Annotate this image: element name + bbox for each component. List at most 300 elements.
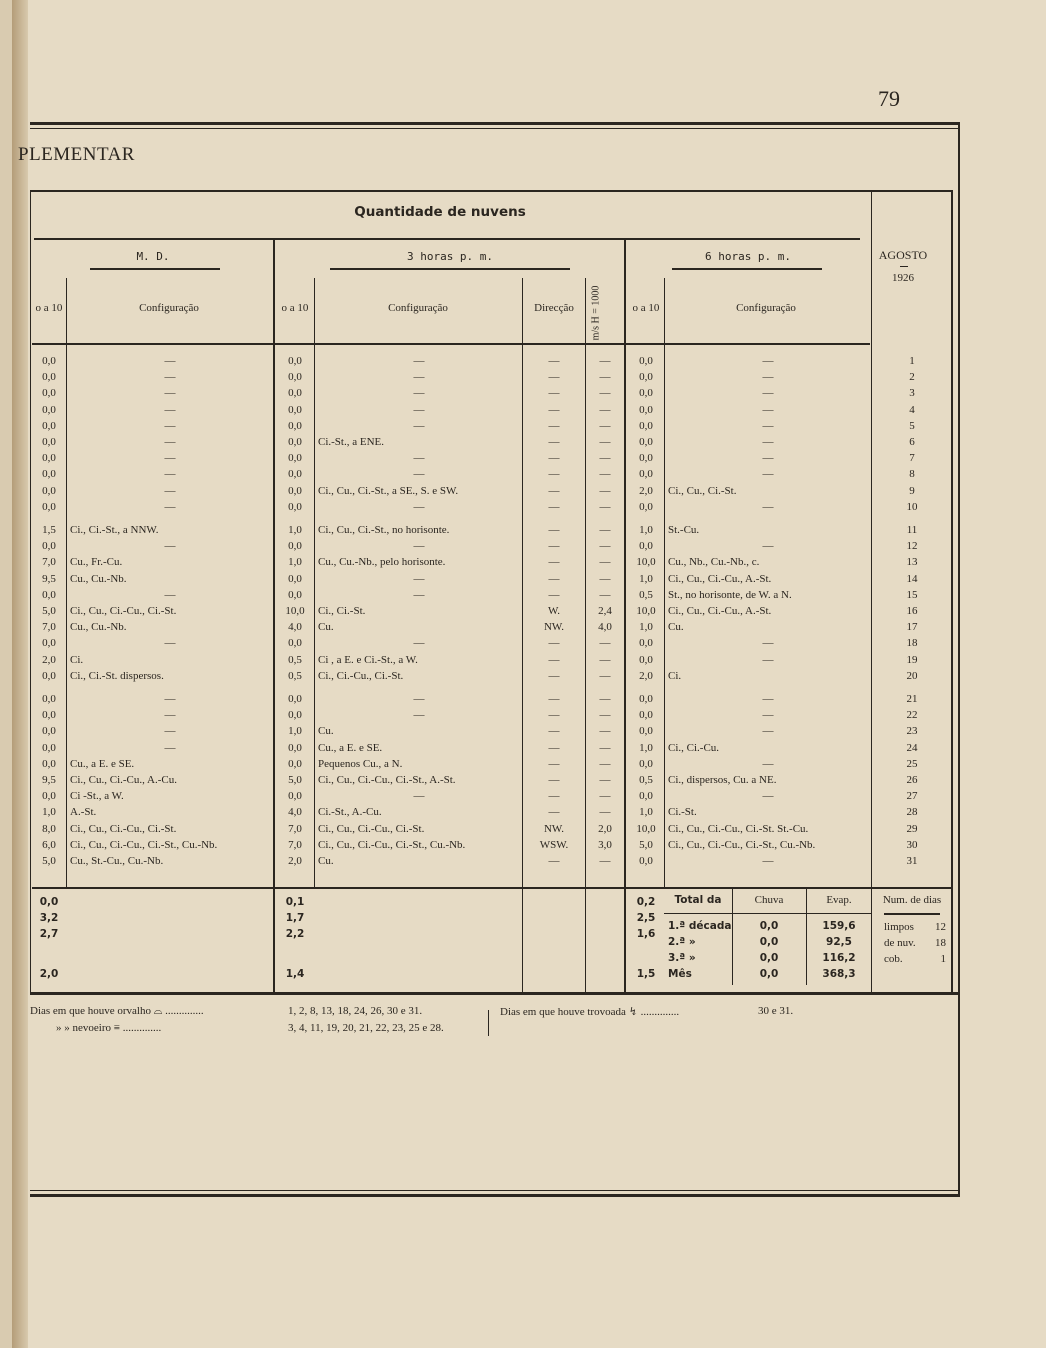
cell-day: 6 (909, 436, 915, 448)
cell-md-c: — (164, 500, 176, 513)
cell-h6-q: 1,0 (639, 741, 653, 754)
cell-h6-q: 2,0 (639, 669, 653, 682)
cell-md-c: — (164, 355, 176, 367)
cell-h6-c: — (762, 790, 774, 803)
cell-h6-c: Ci., Cu., Ci.-Cu., Ci.-St., Cu.-Nb. (668, 838, 816, 851)
cell-dir: — (548, 452, 560, 465)
summary-md-value: 0,0 (39, 896, 59, 908)
cell-md-c: Cu., St.-Cu., Cu.-Nb. (70, 855, 164, 867)
cell-h3-c: — (413, 693, 425, 705)
cell-md-c: — (164, 387, 176, 400)
cell-h3-q: 1,0 (288, 556, 302, 569)
cell-dir: — (548, 436, 560, 448)
cell-dir: — (548, 669, 560, 682)
year-label: 1926 (892, 272, 914, 284)
cell-dir: — (548, 371, 560, 384)
cell-spd: — (599, 725, 611, 738)
cell-h6-q: 1,0 (639, 572, 653, 585)
totals-evap: 368,3 (822, 968, 856, 980)
cell-h6-q: 0,0 (639, 790, 653, 803)
cell-dir: — (548, 790, 560, 803)
cell-day: 2 (909, 371, 915, 384)
cell-md-c: — (164, 588, 176, 601)
cell-h3-c: Ci., Cu., Ci.-Cu., Ci.-St., A.-St. (318, 774, 456, 786)
cell-h3-c: — (413, 371, 425, 384)
cell-day: 31 (906, 855, 918, 867)
totals-label: 2.ª » (668, 936, 696, 948)
cell-spd: 2,4 (598, 605, 612, 617)
cell-h3-q: 0,5 (288, 653, 302, 666)
cell-h3-c: Pequenos Cu., a N. (318, 757, 403, 770)
cell-h6-c: — (762, 419, 774, 432)
cell-spd: — (599, 355, 611, 367)
days-count-label: cob. (884, 953, 903, 965)
cell-md-c: — (164, 403, 176, 416)
cell-md-c: Cu., Cu.-Nb. (70, 572, 127, 585)
cell-h6-q: 0,0 (639, 500, 653, 513)
totals-header: Total da (674, 894, 722, 906)
cell-spd: — (599, 468, 611, 481)
cell-h3-q: 0,0 (288, 419, 302, 432)
cell-day: 23 (906, 725, 918, 738)
cell-spd: — (599, 572, 611, 585)
cell-spd: — (599, 653, 611, 666)
cell-h6-c: — (762, 436, 774, 448)
cell-day: 5 (909, 419, 915, 432)
col-3h-config: Configuração (388, 302, 448, 314)
cell-md-q: 9,5 (42, 572, 56, 585)
cell-spd: — (599, 693, 611, 705)
cell-h6-c: Ci., Ci.-Cu. (668, 741, 720, 754)
cell-h3-c: — (413, 387, 425, 400)
cell-h3-q: 0,0 (288, 637, 302, 650)
cell-h6-q: 0,5 (639, 588, 653, 601)
section-3h: 3 horas p. m. (406, 250, 494, 263)
cell-dir: W. (547, 605, 561, 617)
cell-md-c: Ci., Ci.-St. dispersos. (70, 669, 164, 682)
cell-md-c: — (164, 419, 176, 432)
cell-h6-c: — (762, 371, 774, 384)
cell-h6-q: 5,0 (639, 838, 653, 851)
cell-h3-c: — (413, 419, 425, 432)
cell-day: 1 (909, 355, 915, 367)
cell-spd: — (599, 436, 611, 448)
summary-h3-value: 1,7 (285, 912, 305, 924)
days-count-value: 1 (940, 953, 946, 965)
cell-h6-q: 0,0 (639, 709, 653, 722)
cell-h3-q: 0,0 (288, 540, 302, 553)
thunder-label: Dias em que houve trovoada ↯ .............. (500, 1006, 680, 1018)
summary-h3-value: 2,2 (285, 928, 305, 940)
cell-h6-q: 0,0 (639, 468, 653, 481)
cell-md-c: Ci., Cu., Ci.-Cu., Ci.-St., Cu.-Nb. (70, 838, 218, 851)
cell-h3-c: Ci., Ci.-St. (318, 605, 366, 617)
totals-evap: 92,5 (826, 936, 852, 948)
cell-md-q: 6,0 (42, 838, 56, 851)
cell-dir: — (548, 403, 560, 416)
cell-dir: — (548, 709, 560, 722)
totals-rain: 0,0 (759, 920, 779, 932)
cell-day: 21 (906, 693, 918, 705)
cell-h3-c: — (413, 637, 425, 650)
cell-day: 10 (906, 500, 918, 513)
cell-h6-q: 0,0 (639, 693, 653, 705)
cell-h6-q: 1,0 (639, 524, 653, 536)
cell-day: 19 (906, 653, 918, 666)
cell-md-c: — (164, 484, 176, 497)
cell-h3-c: — (413, 355, 425, 367)
cell-h3-q: 4,0 (288, 806, 302, 819)
cell-h3-c: — (413, 540, 425, 553)
summary-h6-value: 1,5 (636, 968, 656, 980)
cell-h3-q: 0,0 (288, 588, 302, 601)
cell-day: 14 (906, 572, 918, 585)
cell-h6-q: 0,0 (639, 452, 653, 465)
totals-label: 1.ª década (668, 920, 732, 932)
cell-day: 24 (906, 741, 918, 754)
cell-spd: — (599, 524, 611, 536)
cell-h6-c: St., no horisonte, de W. a N. (668, 588, 792, 601)
cell-h3-q: 0,0 (288, 790, 302, 803)
col-6h-scale: o a 10 (632, 302, 660, 314)
cell-h3-q: 10,0 (285, 605, 305, 617)
cell-h3-q: 0,0 (288, 436, 302, 448)
cell-h6-q: 10,0 (636, 822, 656, 835)
cell-h3-q: 0,0 (288, 484, 302, 497)
cell-md-q: 0,0 (42, 741, 56, 754)
cell-spd: — (599, 500, 611, 513)
cell-md-c: Ci., Cu., Ci.-Cu., Ci.-St. (70, 605, 177, 617)
cell-dir: — (548, 468, 560, 481)
cell-h6-c: — (762, 403, 774, 416)
cell-day: 18 (906, 637, 918, 650)
cell-spd: — (599, 637, 611, 650)
col-3h-scale: o a 10 (281, 302, 309, 314)
cell-md-q: 0,0 (42, 419, 56, 432)
cell-md-q: 2,0 (42, 653, 56, 666)
fog-days: 3, 4, 11, 19, 20, 21, 22, 23, 25 e 28. (288, 1022, 444, 1034)
cell-md-q: 0,0 (42, 709, 56, 722)
section-6h: 6 horas p. m. (704, 250, 792, 263)
cell-dir: — (548, 540, 560, 553)
cell-dir: — (548, 653, 560, 666)
cell-h3-q: 0,5 (288, 669, 302, 682)
totals-rain: 0,0 (759, 968, 779, 980)
cell-spd: — (599, 709, 611, 722)
cell-md-c: — (164, 371, 176, 384)
cell-h6-c: Ci., Cu., Ci.-Cu., A.-St. (668, 572, 772, 585)
dew-label: Dias em que houve orvalho ⌓ .............. (30, 1005, 204, 1017)
cell-h6-q: 1,0 (639, 621, 653, 634)
page-number: 79 (878, 86, 900, 111)
cell-h3-c: — (413, 500, 425, 513)
cell-h3-q: 0,0 (288, 452, 302, 465)
col-direction: Direcção (534, 302, 574, 314)
cell-day: 20 (906, 669, 918, 682)
summary-h6-value: 1,6 (636, 928, 656, 940)
cell-md-q: 0,0 (42, 371, 56, 384)
cell-h6-c: — (762, 637, 774, 650)
cell-dir: — (548, 387, 560, 400)
cell-day: 29 (906, 822, 918, 835)
cell-h6-q: 0,0 (639, 387, 653, 400)
cell-h3-q: 0,0 (288, 709, 302, 722)
cell-day: 11 (906, 524, 918, 536)
cell-h6-q: 0,0 (639, 371, 653, 384)
cell-h6-c: — (762, 500, 774, 513)
cell-day: 15 (906, 588, 918, 601)
cell-dir: — (548, 572, 560, 585)
cell-h3-c: Ci.-St., a ENE. (318, 436, 384, 448)
cell-spd: — (599, 588, 611, 601)
cell-spd: — (599, 556, 611, 569)
cell-spd: — (599, 669, 611, 682)
cell-h3-q: 4,0 (288, 621, 302, 634)
cell-dir: — (548, 774, 560, 786)
cell-md-c: Ci. (70, 653, 84, 666)
cell-dir: — (548, 556, 560, 569)
dew-icon: ⌓ (153, 1005, 163, 1017)
cell-md-c: — (164, 637, 176, 650)
cell-md-q: 0,0 (42, 693, 56, 705)
cell-dir: — (548, 693, 560, 705)
cell-md-q: 0,0 (42, 757, 56, 770)
cell-h3-c: — (413, 452, 425, 465)
cell-md-c: — (164, 693, 176, 705)
cell-h3-c: — (413, 790, 425, 803)
cell-h6-c: Cu. (668, 621, 684, 634)
cell-day: 9 (909, 484, 915, 497)
cell-md-q: 0,0 (42, 500, 56, 513)
cell-h6-q: 10,0 (636, 605, 656, 617)
cell-md-c: A.-St. (70, 806, 97, 819)
cell-md-c: Ci., Ci.-St., a NNW. (70, 524, 159, 536)
cell-h3-q: 0,0 (288, 500, 302, 513)
cell-day: 12 (906, 540, 918, 553)
cell-h3-c: — (413, 468, 425, 481)
cell-md-c: Ci -St., a W. (70, 790, 124, 803)
totals-label: 3.ª » (668, 952, 696, 964)
cell-spd: — (599, 806, 611, 819)
cell-md-q: 0,0 (42, 669, 56, 682)
cell-md-c: — (164, 452, 176, 465)
cell-md-q: 0,0 (42, 403, 56, 416)
cell-h6-c: Ci., dispersos, Cu. a NE. (668, 774, 777, 786)
cell-spd: — (599, 484, 611, 497)
cell-h6-c: — (762, 452, 774, 465)
cell-h6-c: Ci., Cu., Ci.-St. (668, 484, 737, 497)
cell-md-c: Ci., Cu., Ci.-Cu., A.-Cu. (70, 774, 177, 786)
cell-spd: — (599, 452, 611, 465)
cell-h6-c: — (762, 855, 774, 867)
days-count-header: Num. de dias (882, 894, 942, 906)
summary-md-value: 2,7 (39, 928, 59, 940)
cell-md-q: 9,5 (42, 774, 56, 786)
cell-h3-q: 0,0 (288, 693, 302, 705)
cell-h6-q: 2,0 (639, 484, 653, 497)
cell-day: 7 (909, 452, 915, 465)
cell-h6-c: — (762, 355, 774, 367)
cell-day: 13 (906, 556, 918, 569)
cell-h6-c: Cu., Nb., Cu.-Nb., c. (668, 556, 760, 569)
cell-h3-q: 1,0 (288, 524, 302, 536)
cell-dir: — (548, 500, 560, 513)
cell-spd: — (599, 419, 611, 432)
col-md-config: Configuração (139, 302, 199, 314)
cell-md-q: 7,0 (42, 621, 56, 634)
cell-h3-q: 0,0 (288, 468, 302, 481)
totals-evap: 159,6 (822, 920, 856, 932)
cell-md-c: — (164, 468, 176, 481)
cell-day: 25 (906, 757, 918, 770)
dew-days: 1, 2, 8, 13, 18, 24, 26, 30 e 31. (288, 1005, 423, 1017)
cell-h6-c: Ci., Cu., Ci.-Cu., Ci.-St. St.-Cu. (668, 822, 809, 835)
cell-h6-c: — (762, 387, 774, 400)
cell-md-q: 5,0 (42, 855, 56, 867)
cell-h3-q: 0,0 (288, 572, 302, 585)
cell-h6-q: 0,0 (639, 855, 653, 867)
cell-dir: — (548, 484, 560, 497)
cell-spd: — (599, 757, 611, 770)
cell-md-c: — (164, 436, 176, 448)
cell-h3-q: 0,0 (288, 355, 302, 367)
cell-h6-q: 0,5 (639, 774, 653, 786)
book-spine (12, 0, 28, 1348)
cell-md-c: Ci., Cu., Ci.-Cu., Ci.-St. (70, 822, 177, 835)
cell-dir: — (548, 355, 560, 367)
cell-day: 17 (906, 621, 918, 634)
days-count-value: 18 (935, 937, 946, 949)
cell-h6-q: 10,0 (636, 556, 656, 569)
cell-h6-c: — (762, 540, 774, 553)
summary-h3-value: 1,4 (285, 968, 305, 980)
cell-day: 30 (906, 838, 918, 851)
cell-h3-q: 1,0 (288, 725, 302, 738)
cell-h3-q: 0,0 (288, 741, 302, 754)
totals-evap-header: Evap. (826, 894, 852, 906)
col-md-scale: o a 10 (35, 302, 63, 314)
cell-dir: — (548, 419, 560, 432)
cell-dir: — (548, 524, 560, 536)
cell-day: 4 (909, 403, 915, 416)
section-md: M. D. (136, 250, 170, 263)
cell-dir: — (548, 806, 560, 819)
month-label: AGOSTO (878, 248, 928, 262)
cell-md-q: 0,0 (42, 452, 56, 465)
cell-h6-q: 0,0 (639, 403, 653, 416)
cell-dir: — (548, 637, 560, 650)
thunder-icon: ↯ (628, 1006, 638, 1018)
cell-md-q: 0,0 (42, 355, 56, 367)
cell-h6-c: — (762, 653, 774, 666)
cell-md-c: — (164, 725, 176, 738)
cell-h6-c: — (762, 757, 774, 770)
cell-spd: — (599, 371, 611, 384)
cell-h6-q: 0,0 (639, 637, 653, 650)
cell-h3-c: Ci., Ci.-Cu., Ci.-St. (318, 669, 404, 682)
cell-h3-q: 0,0 (288, 387, 302, 400)
cell-h6-c: Ci. (668, 669, 682, 682)
cell-h6-q: 0,0 (639, 653, 653, 666)
cell-day: 22 (906, 709, 918, 722)
cell-md-c: Cu., Cu.-Nb. (70, 621, 127, 634)
cell-md-q: 0,0 (42, 725, 56, 738)
cell-spd: 4,0 (598, 621, 612, 634)
cell-h3-c: Ci., Cu., Ci.-St., no horisonte. (318, 524, 450, 536)
cell-spd: — (599, 741, 611, 754)
summary-md-value: 2,0 (39, 968, 59, 980)
cell-h3-q: 5,0 (288, 774, 302, 786)
cell-md-q: 0,0 (42, 637, 56, 650)
cell-md-q: 0,0 (42, 790, 56, 803)
cell-spd: 2,0 (598, 822, 612, 835)
cell-h3-c: Ci., Cu., Ci.-St., a SE., S. e SW. (318, 484, 459, 497)
totals-label: Mês (668, 968, 692, 980)
cell-md-q: 5,0 (42, 605, 56, 617)
cell-h3-q: 7,0 (288, 822, 302, 835)
summary-md-value: 3,2 (39, 912, 59, 924)
cell-h3-q: 7,0 (288, 838, 302, 851)
fog-label: » » nevoeiro ≡ .............. (56, 1022, 162, 1034)
cell-day: 27 (906, 790, 918, 803)
cell-h3-c: Ci., Cu., Ci.-Cu., Ci.-St., Cu.-Nb. (318, 838, 466, 851)
cell-md-c: Cu., Fr.-Cu. (70, 556, 123, 569)
cell-h3-c: Ci , a E. e Ci.-St., a W. (318, 653, 418, 666)
totals-rain: 0,0 (759, 952, 779, 964)
cell-h3-c: — (413, 403, 425, 416)
totals-rain-header: Chuva (754, 894, 784, 906)
cell-md-c: — (164, 741, 176, 754)
cell-day: 16 (906, 605, 918, 617)
cell-h6-c: — (762, 468, 774, 481)
cell-h6-c: St.-Cu. (668, 524, 700, 536)
cell-h6-q: 0,0 (639, 355, 653, 367)
cell-dir: — (548, 855, 560, 867)
fog-icon: ≡ (113, 1022, 120, 1034)
cell-h6-c: — (762, 709, 774, 722)
cell-day: 26 (906, 774, 918, 786)
cell-h6-c: — (762, 693, 774, 705)
summary-h3-value: 0,1 (285, 896, 305, 908)
cell-spd: — (599, 790, 611, 803)
cell-spd: — (599, 774, 611, 786)
days-count-label: limpos (884, 921, 914, 933)
cell-spd: — (599, 540, 611, 553)
cell-h3-c: Cu., Cu.-Nb., pelo horisonte. (318, 556, 446, 569)
cell-day: 28 (906, 806, 918, 819)
cell-h3-c: Cu. (318, 855, 334, 867)
cell-h6-c: — (762, 725, 774, 738)
cell-h3-q: 2,0 (288, 855, 302, 867)
cell-md-q: 1,5 (42, 524, 56, 536)
cell-h3-c: — (413, 588, 425, 601)
cell-dir: — (548, 588, 560, 601)
col-speed: m/s H = 1000 (590, 285, 602, 341)
cell-md-c: — (164, 709, 176, 722)
cell-h3-c: Cu., a E. e SE. (318, 741, 383, 754)
cell-dir: — (548, 725, 560, 738)
cell-spd: — (599, 855, 611, 867)
cell-h3-c: — (413, 572, 425, 585)
cell-h6-q: 1,0 (639, 806, 653, 819)
cell-dir: NW. (543, 822, 565, 835)
cell-h3-c: Ci.-St., A.-Cu. (318, 806, 382, 819)
cell-md-q: 7,0 (42, 556, 56, 569)
cell-day: 3 (909, 387, 915, 400)
cell-md-q: 0,0 (42, 588, 56, 601)
cell-h6-q: 0,0 (639, 757, 653, 770)
cell-h3-c: — (413, 709, 425, 722)
